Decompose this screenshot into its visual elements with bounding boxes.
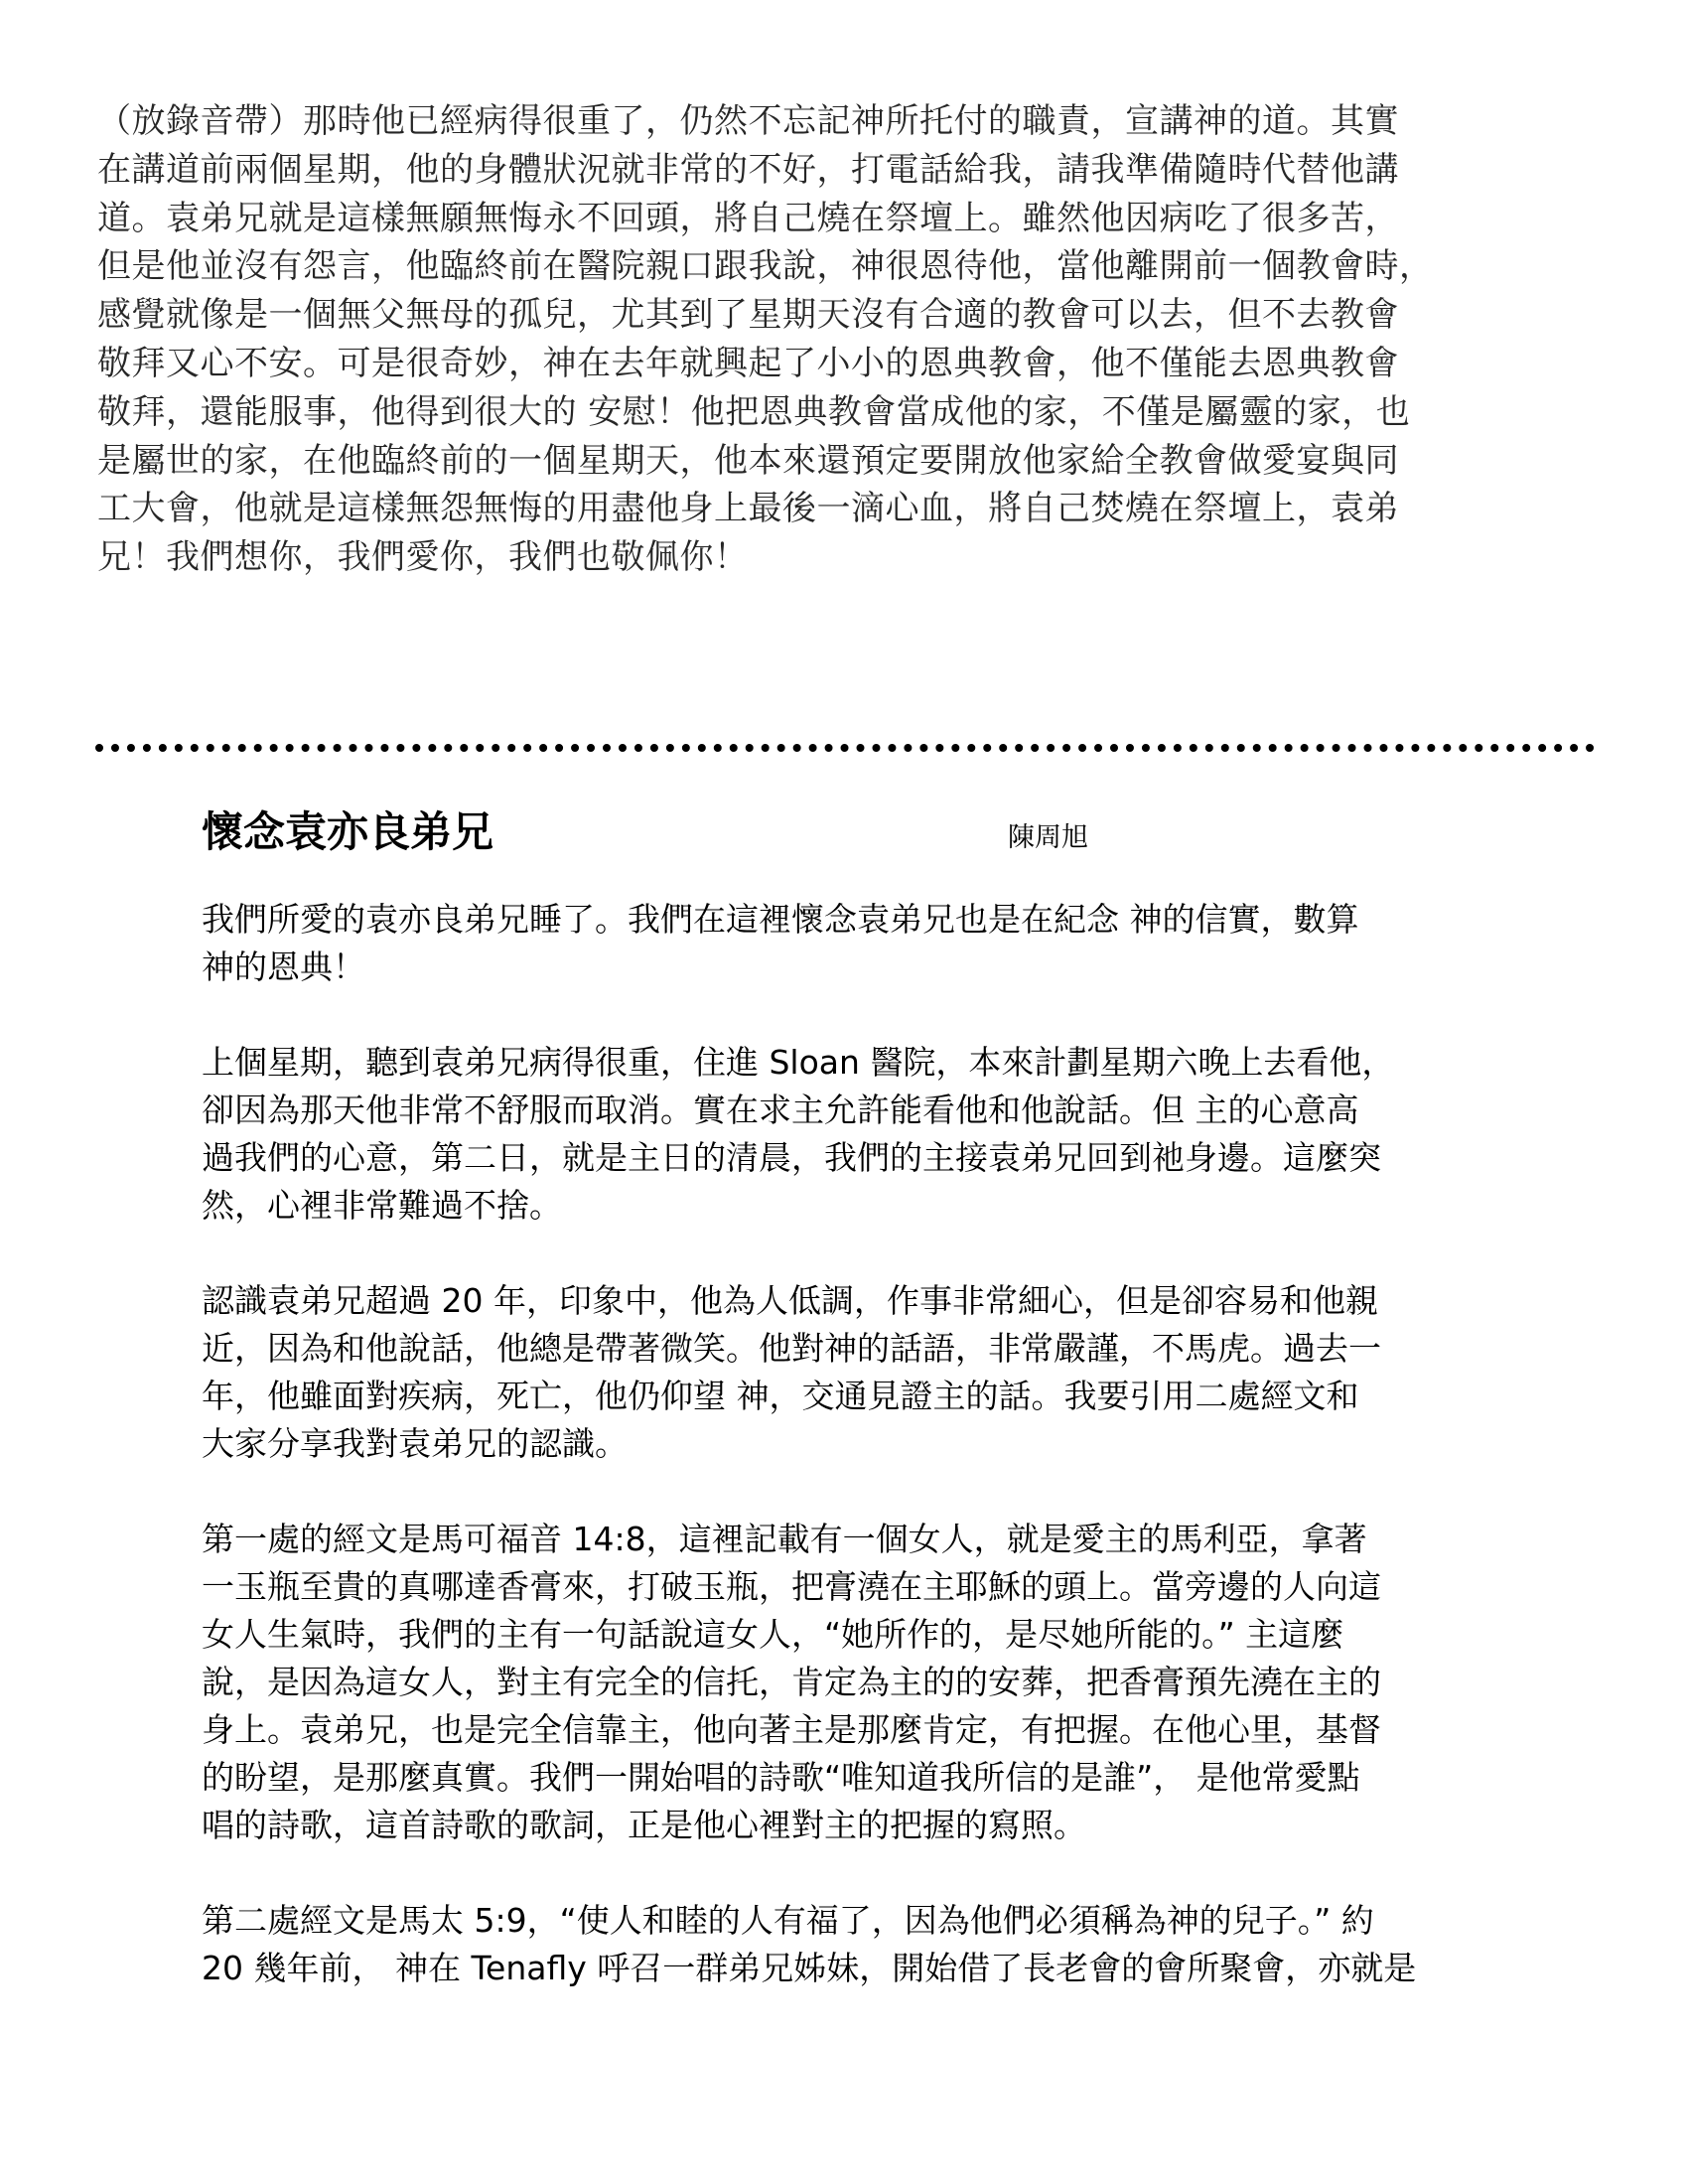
text-line: 敬拜又心不安。可是很奇妙，神在去年就興起了小小的恩典教會，他不僅能去恩典教會 [97, 343, 1399, 383]
text-line: 敬拜，還能服事，他得到很大的 安慰！他把恩典教會當成他的家，不僅是屬靈的家，也 [97, 391, 1411, 432]
paragraph [202, 896, 1592, 991]
memorial-article [202, 800, 1612, 1987]
article-body [202, 896, 1592, 2040]
article-header [202, 800, 1612, 859]
text-line: 過我們的心意，第二日，就是主日的清晨，我們的主接袁弟兄回到祂身邊。這麼突 [202, 1138, 1381, 1177]
text-line: 神的恩典！ [202, 947, 365, 986]
text-line: 第一處的經文是馬可福音 14:8，這裡記載有一個女人，就是愛主的馬利亞，拿著 [202, 1520, 1367, 1558]
text-line: 唱的詩歌，這首詩歌的歌詞，正是他心裡對主的把握的寫照。 [202, 1806, 1086, 1844]
text-line: 近，因為和他說話，他總是帶著微笑。他對神的話語，非常嚴謹，不馬虎。過去一 [202, 1329, 1381, 1368]
article-title: 懷念袁亦良弟兄 [202, 807, 494, 856]
text-line: 大家分享我對袁弟兄的認識。 [202, 1424, 628, 1463]
top-paragraph [97, 97, 1607, 582]
text-line: 但是他並沒有怨言，他臨終前在醫院親口跟我說，神很恩待他，當他離開前一個教會時， [97, 246, 1434, 287]
text-line: 身上。袁弟兄，也是完全信靠主，他向著主是那麼肯定，有把握。在他心里，基督 [202, 1710, 1381, 1749]
paragraph [202, 1897, 1592, 1992]
text-line: 20 幾年前， 神在 Tenafly 呼召一群弟兄姊妹，開始借了長老會的會所聚會，亦就是 [202, 1949, 1417, 1987]
text-line: 的盼望，是那麼真實。我們一開始唱的詩歌“唯知道我所信的是誰”， 是他常愛點 [202, 1758, 1360, 1797]
text-line: 兄！我們想你，我們愛你，我們也敬佩你！ [97, 537, 749, 578]
text-line: 一玉瓶至貴的真哪達香膏來，打破玉瓶，把膏澆在主耶穌的頭上。當旁邊的人向這 [202, 1567, 1381, 1606]
text-line: 然，心裡非常難過不捨。 [202, 1186, 562, 1225]
text-line: 卻因為那天他非常不舒服而取消。實在求主允許能看他和他說話。但 主的心意高 [202, 1091, 1359, 1129]
text-line: 感覺就像是一個無父無母的孤兒，尤其到了星期天沒有合適的教會可以去，但不去教會 [97, 295, 1399, 336]
article-author: 陳周旭 [1008, 822, 1088, 853]
text-line: 是屬世的家，在他臨終前的一個星期天，他本來還預定要開放他家給全教會做愛宴與同 [97, 440, 1399, 481]
text-line: （放錄音帶）那時他已經病得很重了，仍然不忘記神所托付的職責，宣講神的道。其實 [97, 101, 1399, 141]
text-line: 道。袁弟兄就是這樣無願無悔永不回頭，將自己燒在祭壇上。雖然他因病吃了很多苦， [97, 198, 1399, 238]
text-line: 上個星期，聽到袁弟兄病得很重，住進 Sloan 醫院，本來計劃星期六晚上去看他， [202, 1043, 1395, 1082]
text-line: 我們所愛的袁亦良弟兄睡了。我們在這裡懷念袁弟兄也是在紀念 神的信實，數算 [202, 900, 1359, 939]
text-line: 女人生氣時，我們的主有一句話說這女人，“她所作的，是尽她所能的。” 主這麼 [202, 1615, 1344, 1654]
text-line: 工大會，他就是這樣無怨無悔的用盡他身上最後一滴心血，將自己焚燒在祭壇上，袁弟 [97, 489, 1399, 529]
paragraph [202, 1277, 1592, 1468]
dotted-divider [95, 744, 1595, 752]
text-line: 在講道前兩個星期，他的身體狀況就非常的不好，打電話給我，請我準備隨時代替他講 [97, 149, 1399, 190]
paragraph [202, 1516, 1592, 1849]
text-line: 年，他雖面對疾病，死亡，他仍仰望 神，交通見證主的話。我要引用二處經文和 [202, 1377, 1359, 1415]
text-line: 說，是因為這女人，對主有完全的信托，肯定為主的的安葬，把香膏預先澆在主的 [202, 1663, 1381, 1701]
text-line: 認識袁弟兄超過 20 年，印象中，他為人低調，作事非常細心，但是卻容易和他親 [202, 1281, 1378, 1320]
text-line: 第二處經文是馬太 5:9，“使人和睦的人有福了，因為他們必須稱為神的兒子。” 約 [202, 1901, 1374, 1940]
paragraph [202, 1039, 1592, 1230]
